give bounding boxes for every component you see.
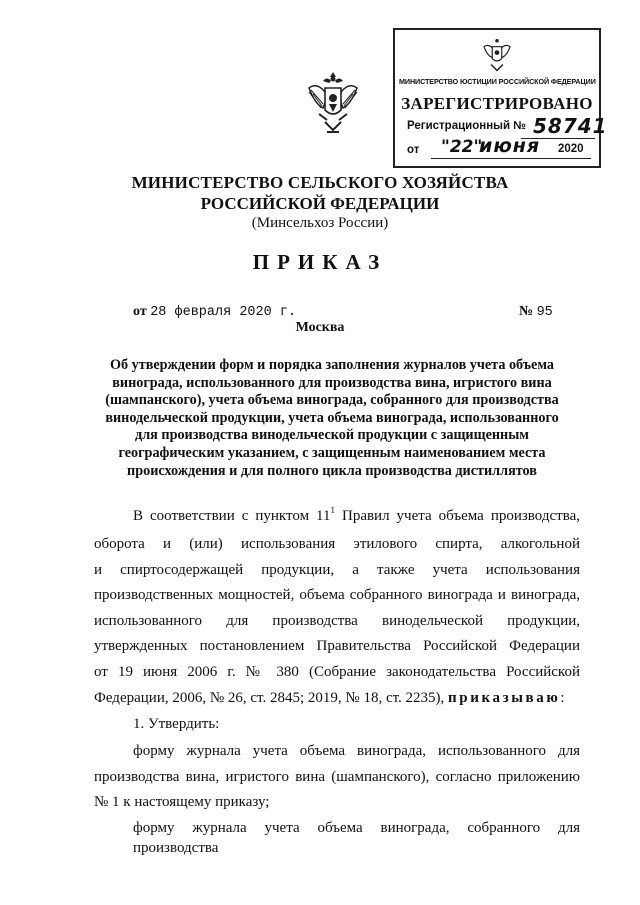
body-line: утвержденных постановлением Правительства Российской Федерации — [94, 638, 580, 654]
body-line-with-order-word — [94, 688, 580, 708]
stamp-ministry-name: МИНИСТЕРСТВО ЮСТИЦИИ РОССИЙСКОЙ ФЕДЕРАЦИИ — [399, 77, 596, 86]
ministry-name-line-1: МИНИСТЕРСТВО СЕЛЬСКОГО ХОЗЯЙСТВА — [131, 173, 509, 192]
stamp-date-month: июня — [479, 135, 541, 157]
body-line: производственных мощностей, объема собранного винограда и винограда, — [94, 587, 580, 603]
body-line: форму журнала учета объема винограда, собранного для производства — [133, 820, 580, 856]
order-number-label: № — [519, 304, 534, 319]
body-text: В соответствии с пунктом 11 — [133, 508, 331, 524]
coat-of-arms-emblem — [303, 68, 363, 140]
order-number-value: 95 — [536, 305, 553, 320]
stamp-registration-number: 58741 — [533, 114, 608, 138]
body-line: № 1 к настоящему приказу; — [94, 794, 270, 810]
stamp-registration-label: Регистрационный № — [407, 120, 527, 132]
body-line: от 19 июня 2006 г. № 380 (Собрание законодательства Российской — [94, 664, 580, 680]
order-city: Москва — [295, 320, 345, 335]
order-title-line: винодельческой продукции, учета объема винограда, использованного — [105, 409, 559, 426]
order-title-line: для производства винодельческой продукции с защищенным — [135, 427, 529, 444]
order-word: приказываю — [448, 690, 561, 706]
order-title-line: географическим указанием, с защищенным наименованием места — [118, 444, 546, 461]
order-title-line: (шампанского), учета объема винограда, собранного для производства — [105, 392, 559, 409]
body-line: форму журнала учета объема винограда, использованного для — [133, 743, 580, 759]
body-line: и спиртосодержащей продукции, а также учета использования — [94, 562, 580, 578]
ministry-short-name: (Минсельхоз России) — [251, 215, 389, 231]
order-title-line: винограда, использованного для производства вина, игристого вина — [112, 374, 552, 391]
stamp-date-underline — [431, 158, 591, 159]
body-line: производства вина, игристого вина (шампанского), согласно приложению — [94, 769, 580, 785]
footnote-superscript: 1 — [330, 505, 335, 515]
body-text: Правил учета объема производства, — [335, 508, 580, 524]
body-text: : — [560, 690, 565, 706]
item-1-heading: 1. Утвердить: — [133, 716, 220, 732]
stamp-registered-label: ЗАРЕГИСТРИРОВАНО — [401, 94, 593, 113]
body-text: Федерации, 2006, № 26, ст. 2845; 2019, № 18, ст. 2235), — [94, 690, 449, 706]
order-title — [92, 357, 572, 480]
body-line: оборота и (или) использования этилового спирта, алкогольной — [94, 536, 580, 552]
order-number — [519, 304, 553, 320]
body-paragraph-1-line — [133, 506, 580, 526]
stamp-date-year: 2020 — [558, 143, 584, 155]
order-title-line: происхождения и для полного цикла производства дистиллятов — [127, 462, 537, 479]
body-line: использованного для производства винодельческой продукции, — [94, 613, 580, 629]
document-type-title: ПРИКАЗ — [252, 250, 388, 274]
order-date-label: от — [133, 304, 147, 319]
ministry-name-line-2: РОССИЙСКОЙ ФЕДЕРАЦИИ — [200, 194, 440, 213]
order-date-value: 28 февраля 2020 г. — [150, 305, 297, 320]
stamp-date-day: "22" — [441, 137, 483, 157]
order-date — [133, 304, 296, 320]
stamp-date-prefix: от — [407, 144, 420, 156]
order-title-line: Об утверждении форм и порядка заполнения журналов учета объема — [109, 357, 555, 373]
registration-stamp — [393, 28, 608, 168]
stamp-coat-of-arms-icon — [479, 36, 515, 74]
